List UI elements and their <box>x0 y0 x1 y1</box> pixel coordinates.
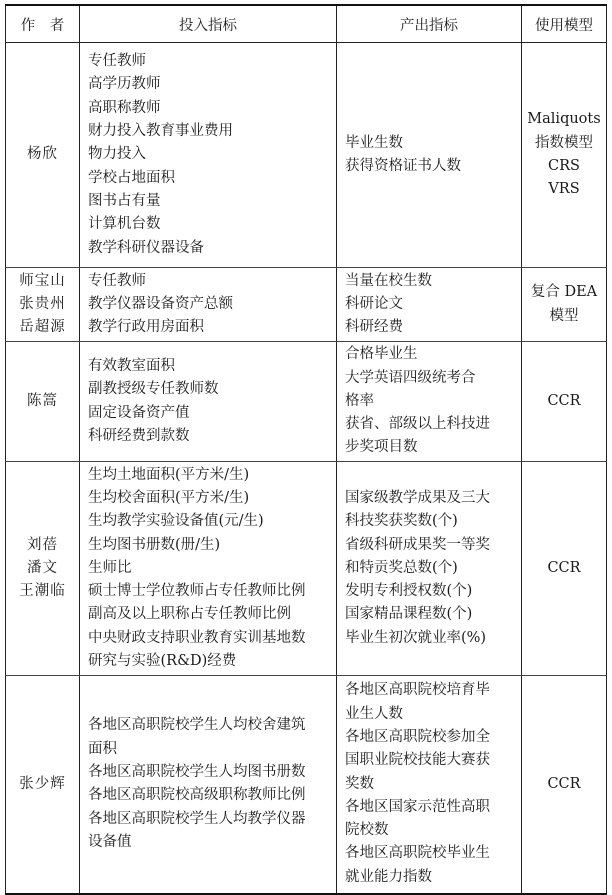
input-indicators-cell-line: 教学仪器设备资产总额 <box>88 295 233 312</box>
header-author: 作 者 <box>6 5 80 43</box>
model-cell-line: CRS <box>548 158 580 174</box>
output-indicators-cell <box>337 462 522 676</box>
output-indicators-cell-line: 科研论文 <box>345 295 403 312</box>
input-indicators-cell <box>80 676 337 894</box>
model-cell <box>522 268 607 342</box>
author-cell-line: 刘蓓 <box>27 536 58 553</box>
author-cell <box>6 676 80 894</box>
header-model: 使用模型 <box>522 5 607 43</box>
table-row <box>6 676 607 894</box>
input-indicators-cell-line: 各地区高职院校高级职称教师比例 <box>88 787 306 804</box>
output-indicators-cell-line: 毕业生初次就业率(%) <box>345 629 487 646</box>
input-indicators-cell-line: 物力投入 <box>88 146 146 163</box>
model-cell-line: 模型 <box>549 307 579 324</box>
author-cell <box>6 462 80 676</box>
output-indicators-cell-line: 发明专利授权数(个) <box>345 583 473 600</box>
input-indicators-cell-line: 图书占有量 <box>88 192 161 209</box>
output-indicators-cell-line: 各地区高职院校培育毕 <box>345 682 490 699</box>
table-row <box>6 342 607 462</box>
input-indicators-cell-line: 面积 <box>88 740 117 757</box>
header-input: 投入指标 <box>80 5 337 43</box>
input-indicators-cell <box>80 462 337 676</box>
input-indicators-cell-line: 专任教师 <box>88 272 146 289</box>
author-cell <box>6 342 80 462</box>
table-row <box>6 43 607 268</box>
output-indicators-cell-line: 各地区高职院校毕业生 <box>345 845 490 862</box>
output-indicators-cell-line: 各地区国家示范性高职 <box>345 798 490 815</box>
output-indicators-cell-line: 获得资格证书人数 <box>345 158 461 174</box>
author-cell-line: 师宝山 <box>19 272 66 289</box>
input-indicators-cell-line: 生师比 <box>88 559 132 576</box>
input-indicators-cell-line: 各地区高职院校学生人均图书册数 <box>88 763 306 780</box>
output-indicators-cell-line: 获省、部级以上科技进 <box>345 416 490 433</box>
table-row <box>6 268 607 342</box>
model-cell-line: VRS <box>548 181 580 198</box>
model-cell-line: 指数模型 <box>535 134 593 151</box>
header-row <box>6 5 607 43</box>
input-indicators-cell-line: 高学历教师 <box>88 76 161 93</box>
input-indicators-cell-line: 各地区高职院校学生人均教学仪器 <box>88 810 306 827</box>
output-indicators-cell <box>337 43 522 268</box>
model-cell-line: 复合 DEA <box>530 284 598 301</box>
output-indicators-cell-line: 和特贡奖总数(个) <box>345 559 458 576</box>
output-indicators-cell <box>337 268 522 342</box>
input-indicators-cell-line: 设备值 <box>88 833 132 850</box>
input-indicators-cell-line: 有效教室面积 <box>88 357 175 374</box>
input-indicators-cell-line: 固定设备资产值 <box>88 404 190 421</box>
table-row <box>6 462 607 676</box>
input-indicators-cell-line: 生均校舍面积(平方米/生) <box>88 489 250 506</box>
input-indicators-cell-line: 生均土地面积(平方米/生) <box>88 466 250 483</box>
input-indicators-cell-line: 副高及以上职称占专任教师比例 <box>88 606 291 623</box>
model-cell <box>522 676 607 894</box>
input-indicators-cell-line: 生均教学实验设备值(元/生) <box>88 513 264 530</box>
input-indicators-cell-line: 财力投入教育事业费用 <box>88 123 233 140</box>
author-cell-line: 杨欣 <box>27 146 58 163</box>
author-cell-line: 潘文 <box>27 559 58 576</box>
input-indicators-cell-line: 研究与实验(R&D)经费 <box>88 653 237 670</box>
input-indicators-cell-line: 教学行政用房面积 <box>88 319 204 336</box>
output-indicators-cell-line: 科研经费 <box>345 319 403 336</box>
output-indicators-cell-line: 国家精品课程数(个) <box>345 606 473 623</box>
input-indicators-cell-line: 副教授级专任教师数 <box>88 381 219 398</box>
output-indicators-cell-line: 格率 <box>345 392 374 409</box>
model-cell <box>522 43 607 268</box>
input-indicators-cell <box>80 342 337 462</box>
model-cell-line: CCR <box>547 775 581 792</box>
output-indicators-cell-line: 国职业院校技能大赛获 <box>345 752 490 769</box>
output-indicators-cell-line: 毕业生数 <box>345 134 403 151</box>
input-indicators-cell-line: 生均图书册数(册/生) <box>88 536 221 553</box>
author-cell-line: 张少辉 <box>19 775 66 792</box>
input-indicators-cell-line: 硕士博士学位教师占专任教师比例 <box>88 583 306 600</box>
input-indicators-cell-line: 中央财政支持职业教育实训基地数 <box>88 629 306 646</box>
author-cell-line: 岳超源 <box>19 319 66 336</box>
input-indicators-cell-line: 专任教师 <box>88 53 146 70</box>
model-cell <box>522 342 607 462</box>
model-cell-line: CCR <box>547 392 581 409</box>
input-indicators-cell-line: 高职称教师 <box>88 99 161 116</box>
author-cell <box>6 268 80 342</box>
output-indicators-cell-line: 步奖项目数 <box>345 439 418 456</box>
model-cell <box>522 462 607 676</box>
output-indicators-cell-line: 科技奖获奖数(个) <box>345 513 458 530</box>
input-indicators-cell <box>80 268 337 342</box>
model-cell-line: Maliquots <box>527 111 601 128</box>
output-indicators-cell <box>337 342 522 462</box>
model-cell-line: CCR <box>547 559 581 576</box>
input-indicators-cell <box>80 43 337 268</box>
indicator-table <box>5 4 607 895</box>
output-indicators-cell-line: 国家级教学成果及三大 <box>345 489 490 506</box>
output-indicators-cell-line: 业生人数 <box>345 705 403 722</box>
input-indicators-cell-line: 科研经费到款数 <box>88 427 190 444</box>
input-indicators-cell-line: 计算机台数 <box>88 216 161 233</box>
author-cell-line: 王潮临 <box>19 583 66 600</box>
author-cell <box>6 43 80 268</box>
output-indicators-cell-line: 省级科研成果奖一等奖 <box>345 536 490 553</box>
output-indicators-cell-line: 就业能力指数 <box>345 868 432 885</box>
output-indicators-cell-line: 院校数 <box>345 822 389 839</box>
input-indicators-cell-line: 各地区高职院校学生人均校舍建筑 <box>88 717 306 734</box>
output-indicators-cell-line: 合格毕业生 <box>345 346 418 363</box>
header-output: 产出指标 <box>337 5 522 43</box>
output-indicators-cell-line: 大学英语四级统考合 <box>345 369 476 386</box>
author-cell-line: 陈篙 <box>27 392 58 409</box>
output-indicators-cell-line: 奖数 <box>345 775 374 792</box>
input-indicators-cell-line: 教学科研仪器设备 <box>88 239 204 256</box>
output-indicators-cell <box>337 676 522 894</box>
output-indicators-cell-line: 各地区高职院校参加全 <box>345 729 490 745</box>
author-cell-line: 张贵州 <box>19 295 66 312</box>
input-indicators-cell-line: 学校占地面积 <box>88 169 175 186</box>
output-indicators-cell-line: 当量在校生数 <box>345 272 432 289</box>
